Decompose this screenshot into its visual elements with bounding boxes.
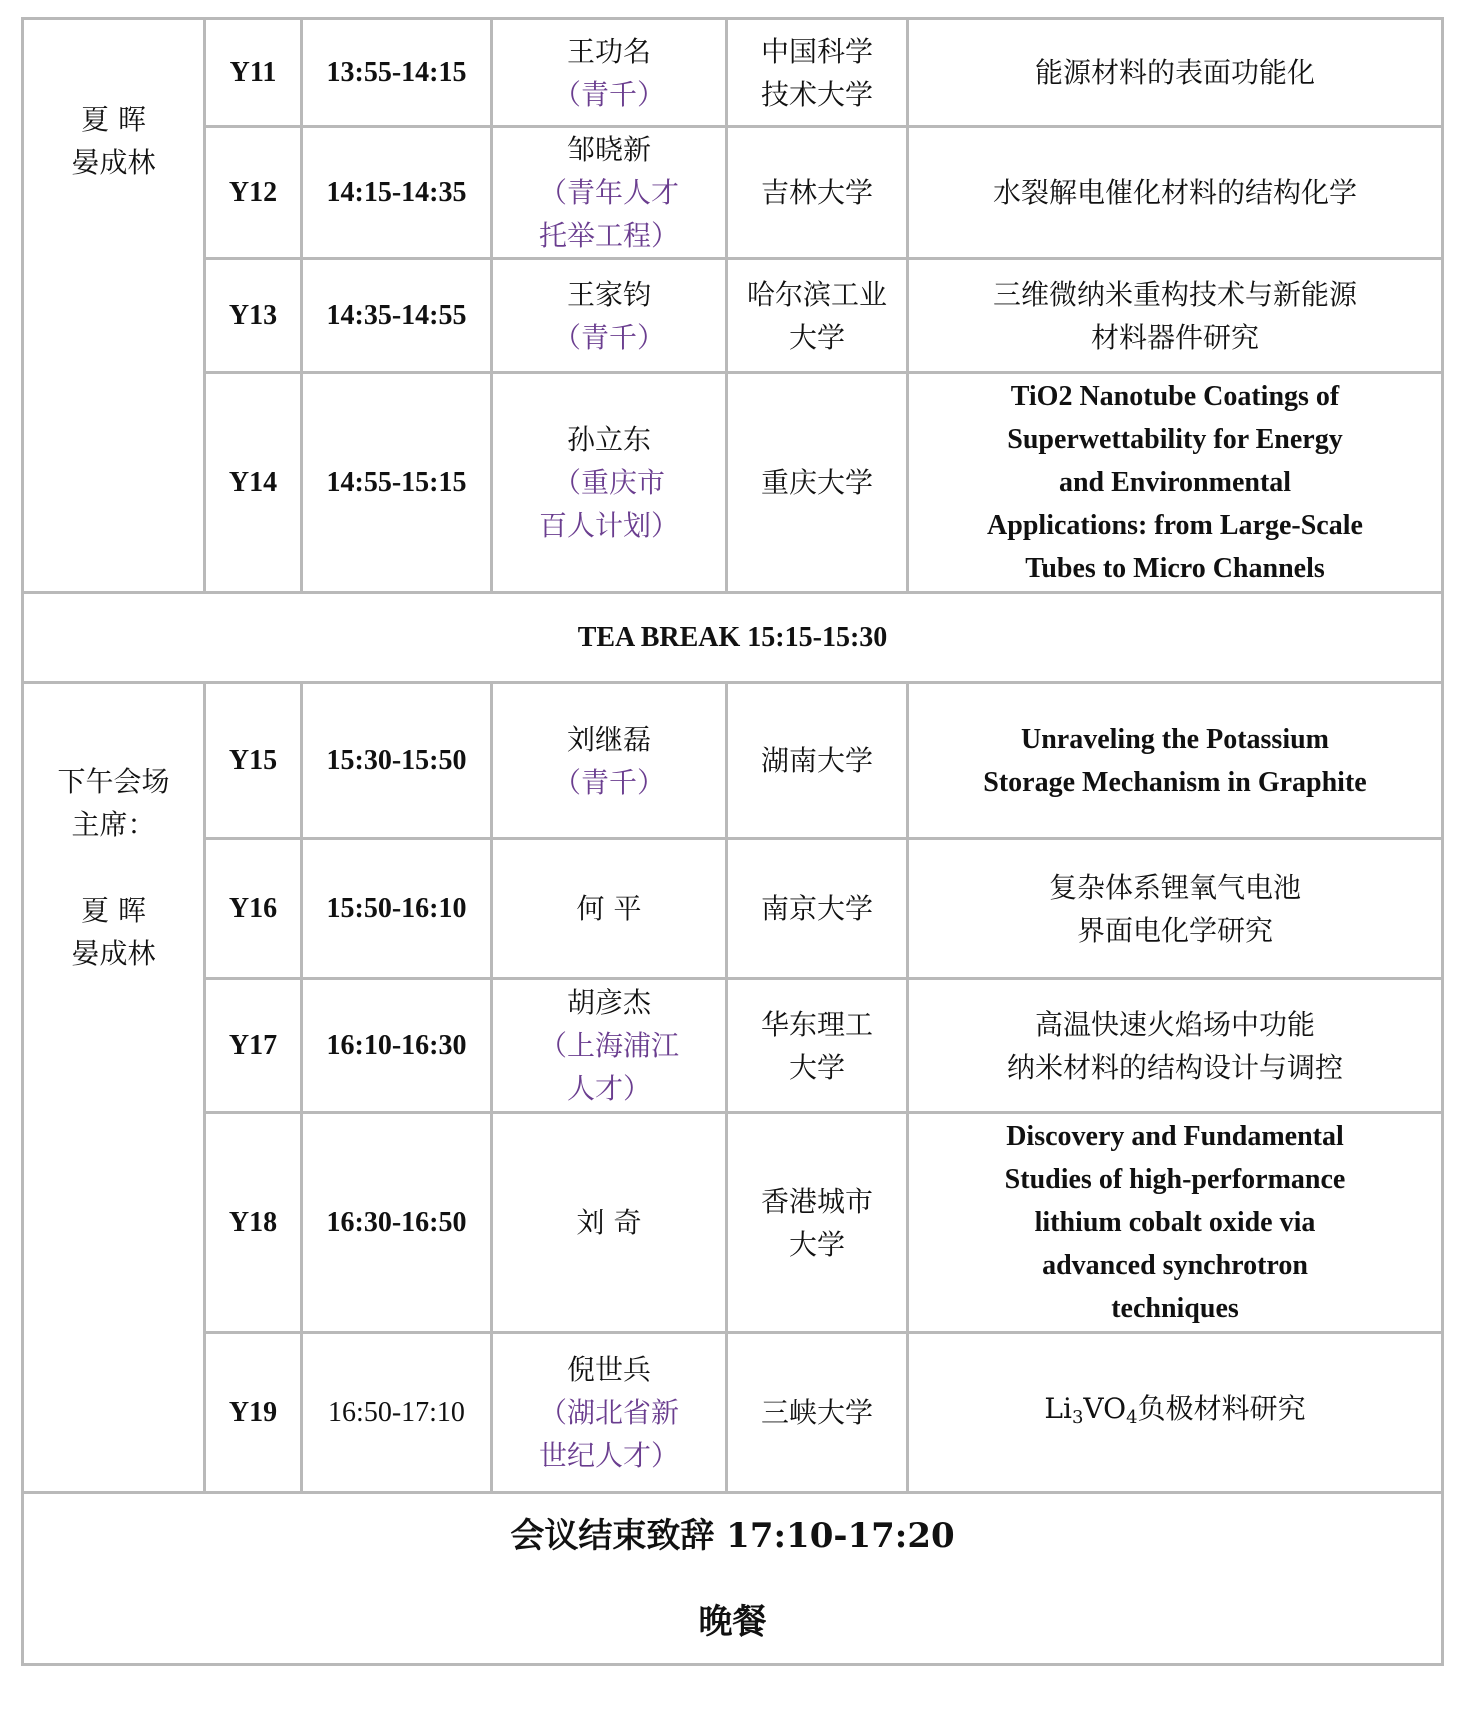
talk-code: Y19 (205, 1333, 302, 1493)
speaker-honor: 托举工程） (538, 219, 679, 252)
speaker-name: 邹晓新 (566, 133, 651, 166)
talk-title (908, 259, 1443, 373)
affiliation-cell (727, 259, 908, 373)
affiliation: 吉林大学 (760, 176, 873, 209)
speaker-name: 孙立东 (566, 423, 651, 456)
talk-title (908, 1333, 1443, 1493)
formula-li: Li (1044, 1391, 1072, 1425)
talk-row (23, 1333, 1443, 1493)
schedule-table (21, 17, 1444, 1666)
talk-title-line: 纳米材料的结构设计与调控 (1006, 1050, 1343, 1084)
session-1-chairs (23, 19, 205, 593)
talk-title (908, 683, 1443, 839)
chair-label: 主席： (71, 808, 156, 841)
chair-name: 晏成林 (71, 146, 156, 179)
talk-code: Y15 (205, 683, 302, 839)
affiliation-cell (727, 839, 908, 979)
talk-title-line: 高温快速火焰场中功能 (1034, 1007, 1315, 1041)
talk-title-line: Unraveling the Potassium (1021, 723, 1329, 755)
talk-title (908, 127, 1443, 259)
speaker-name: 刘 奇 (576, 1206, 642, 1239)
talk-code: Y13 (205, 259, 302, 373)
schedule-page (21, 17, 1441, 1666)
speaker-honor: 世纪人才） (538, 1439, 679, 1472)
closing-cell (23, 1493, 1443, 1665)
talk-title-line: 水裂解电催化材料的结构化学 (992, 176, 1357, 209)
talk-title-line: Discovery and Fundamental (1006, 1121, 1344, 1152)
speaker-honor: （青千） (552, 77, 665, 111)
tea-break-row (23, 593, 1443, 683)
talk-time: 14:15-14:35 (302, 127, 492, 259)
speaker-honor: （重庆市 (552, 466, 665, 499)
talk-title-line: 能源材料的表面功能化 (1034, 56, 1315, 89)
affiliation: 重庆大学 (760, 466, 873, 499)
talk-time: 16:50-17:10 (302, 1333, 492, 1493)
talk-title-line: Superwettability for Energy (1007, 424, 1343, 455)
formula-subscript: 4 (1126, 1406, 1138, 1428)
speaker-honor: （湖北省新 (538, 1396, 679, 1429)
tea-break: TEA BREAK 15:15-15:30 (23, 593, 1443, 683)
talk-code: Y16 (205, 839, 302, 979)
talk-title-line: and Environmental (1058, 467, 1292, 498)
affiliation: 湖南大学 (760, 744, 873, 777)
affiliation: 哈尔滨工业 (746, 277, 887, 311)
affiliation: 技术大学 (760, 77, 873, 111)
talk-row (23, 373, 1443, 593)
talk-title-line: 材料器件研究 (1090, 320, 1259, 354)
chair-spacer (30, 846, 197, 889)
talk-title-line: 复杂体系锂氧气电池 (1048, 870, 1301, 904)
talk-time: 16:10-16:30 (302, 979, 492, 1113)
talk-row (23, 127, 1443, 259)
affiliation: 中国科学 (760, 34, 873, 68)
closing-row (23, 1493, 1443, 1665)
speaker-honor: （上海浦江 (538, 1029, 679, 1062)
speaker-cell (492, 683, 727, 839)
talk-time: 14:35-14:55 (302, 259, 492, 373)
talk-row (23, 839, 1443, 979)
session-2-chairs (23, 683, 205, 1493)
chair-name: 夏 晖 (81, 103, 146, 136)
affiliation: 大学 (788, 320, 845, 354)
affiliation-cell (727, 1113, 908, 1333)
formula-subscript: 3 (1071, 1406, 1084, 1428)
talk-title-line: techniques (1111, 1293, 1239, 1324)
talk-time: 14:55-15:15 (302, 373, 492, 593)
speaker-name: 王家钧 (566, 277, 651, 311)
talk-time: 15:30-15:50 (302, 683, 492, 839)
talk-title-line: Storage Mechanism in Graphite (983, 766, 1367, 798)
talk-title-text: 负极材料研究 (1137, 1391, 1306, 1425)
talk-code: Y11 (205, 19, 302, 127)
formula-vo: VO (1083, 1391, 1127, 1425)
affiliation: 华东理工 (760, 1007, 873, 1041)
speaker-cell (492, 979, 727, 1113)
talk-title-line: TiO2 Nanotube Coatings of (1010, 381, 1340, 412)
talk-time: 13:55-14:15 (302, 19, 492, 127)
speaker-name: 王功名 (566, 34, 651, 68)
talk-row (23, 19, 1443, 127)
affiliation: 南京大学 (760, 892, 873, 925)
talk-code: Y18 (205, 1113, 302, 1333)
speaker-honor: （青千） (552, 765, 665, 799)
talk-title (908, 839, 1443, 979)
talk-row (23, 979, 1443, 1113)
closing-ceremony: 会议结束致辞 17:10-17:20 (510, 1515, 955, 1556)
talk-title-line: Studies of high-performance (1004, 1164, 1346, 1195)
affiliation-cell (727, 127, 908, 259)
affiliation: 香港城市 (760, 1184, 873, 1218)
affiliation: 大学 (788, 1227, 845, 1261)
dinner: 晚餐 (698, 1601, 767, 1642)
speaker-name: 倪世兵 (566, 1353, 651, 1386)
affiliation: 大学 (788, 1050, 845, 1084)
talk-title (908, 373, 1443, 593)
speaker-cell (492, 839, 727, 979)
speaker-cell (492, 1113, 727, 1333)
speaker-cell (492, 373, 727, 593)
talk-title-line: Applications: from Large-Scale (987, 510, 1363, 541)
talk-code: Y17 (205, 979, 302, 1113)
affiliation-cell (727, 19, 908, 127)
talk-row (23, 683, 1443, 839)
chair-name: 晏成林 (71, 937, 156, 970)
affiliation: 三峡大学 (760, 1396, 873, 1429)
talk-title-line: 界面电化学研究 (1076, 913, 1273, 947)
speaker-cell (492, 127, 727, 259)
talk-time: 15:50-16:10 (302, 839, 492, 979)
chair-name: 夏 晖 (81, 894, 146, 927)
speaker-honor: （青年人才 (538, 176, 679, 209)
talk-title-line: 三维微纳米重构技术与新能源 (992, 277, 1357, 311)
talk-title-line: advanced synchrotron (1042, 1250, 1308, 1281)
affiliation-cell (727, 683, 908, 839)
talk-row (23, 1113, 1443, 1333)
speaker-cell (492, 1333, 727, 1493)
speaker-honor: （青千） (552, 320, 665, 354)
speaker-cell (492, 19, 727, 127)
talk-title-line: Tubes to Micro Channels (1025, 553, 1325, 584)
speaker-name: 刘继磊 (566, 722, 651, 756)
speaker-cell (492, 259, 727, 373)
speaker-honor: 人才） (566, 1072, 651, 1105)
talk-title (908, 979, 1443, 1113)
talk-title (908, 19, 1443, 127)
talk-time: 16:30-16:50 (302, 1113, 492, 1333)
talk-row (23, 259, 1443, 373)
speaker-name: 何 平 (576, 892, 642, 925)
speaker-honor: 百人计划） (538, 509, 679, 542)
talk-code: Y14 (205, 373, 302, 593)
speaker-name: 胡彦杰 (566, 986, 651, 1019)
talk-title-line: lithium cobalt oxide via (1034, 1207, 1316, 1238)
affiliation-cell (727, 373, 908, 593)
chair-label: 下午会场 (57, 765, 170, 798)
affiliation-cell (727, 1333, 908, 1493)
talk-title (908, 1113, 1443, 1333)
affiliation-cell (727, 979, 908, 1113)
talk-code: Y12 (205, 127, 302, 259)
